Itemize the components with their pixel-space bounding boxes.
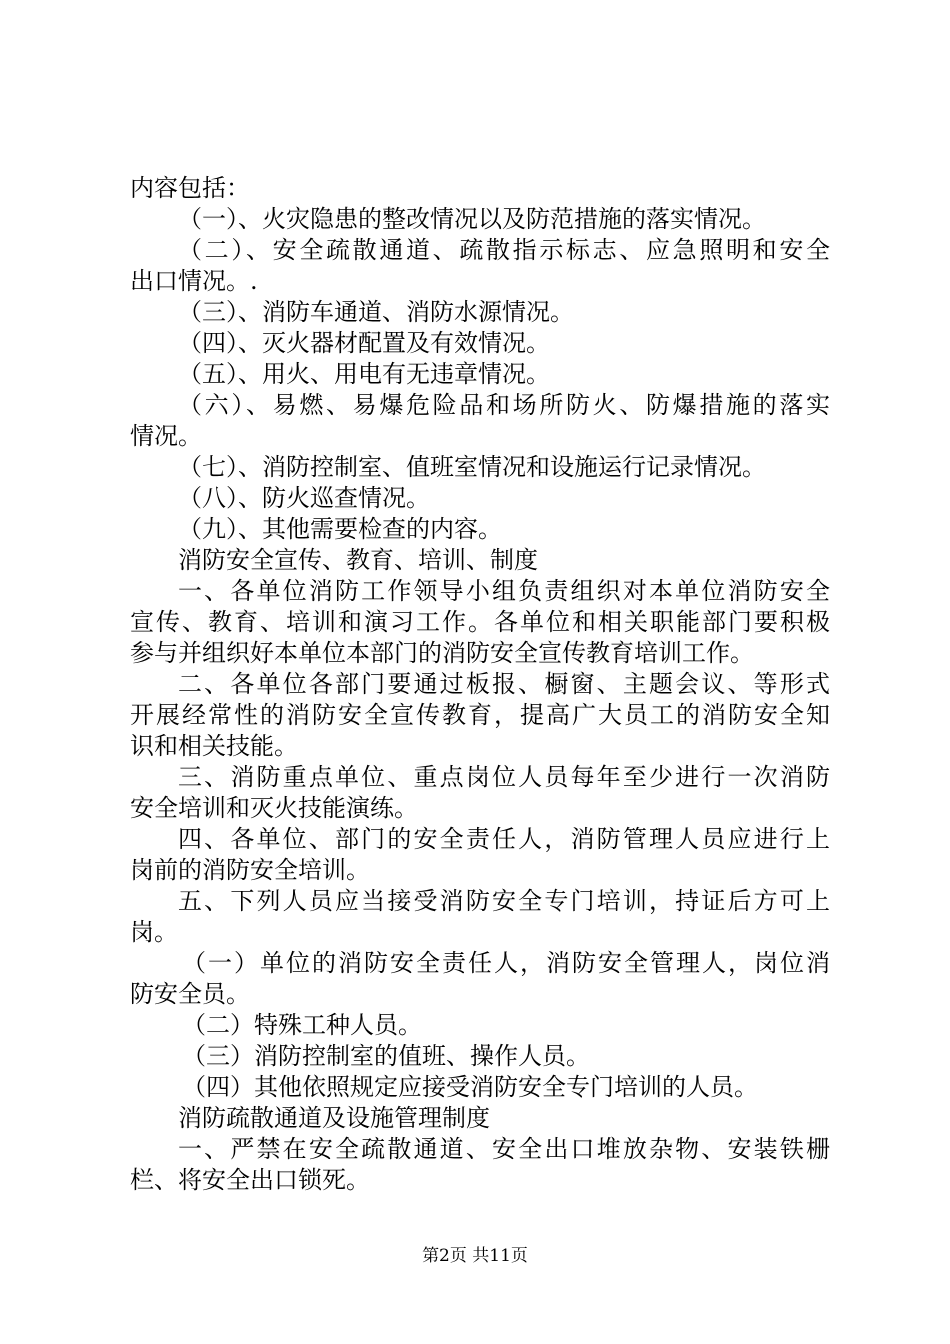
text-line: （九）、其他需要检查的内容。	[178, 515, 502, 543]
section-heading: 消防疏散通道及设施管理制度	[178, 1104, 490, 1132]
text-line: 安全培训和灭火技能演练。	[130, 794, 418, 822]
text-line: （二）、安全疏散通道、疏散指示标志、应急照明和安全	[178, 236, 830, 264]
text-line: 开展经常性的消防安全宣传教育，提高广大员工的消防安全知	[130, 701, 830, 729]
text-line: 二、各单位各部门要通过板报、橱窗、主题会议、等形式	[178, 670, 830, 698]
text-line: （一）单位的消防安全责任人，消防安全管理人，岗位消	[182, 949, 830, 977]
text-line: （五）、用火、用电有无违章情况。	[178, 360, 550, 388]
text-line: （四）、灭火器材配置及有效情况。	[178, 329, 550, 357]
text-line: 岗。	[130, 918, 178, 946]
text-line: （三）、消防车通道、消防水源情况。	[178, 298, 574, 326]
text-line: 栏、将安全出口锁死。	[130, 1166, 370, 1194]
text-line: 出口情况。.	[130, 267, 258, 295]
text-line: 三、消防重点单位、重点岗位人员每年至少进行一次消防	[178, 763, 830, 791]
text-line: （八）、防火巡查情况。	[178, 484, 430, 512]
text-line: （三）消防控制室的值班、操作人员。	[182, 1042, 590, 1070]
document-body	[130, 173, 830, 1196]
text-line: 一、各单位消防工作领导小组负责组织对本单位消防安全	[178, 577, 830, 605]
text-line: （六）、易燃、易爆危险品和场所防火、防爆措施的落实	[178, 391, 830, 419]
text-line: （四）其他依照规定应接受消防安全专门培训的人员。	[182, 1073, 758, 1101]
text-line: 识和相关技能。	[130, 732, 298, 760]
text-line: 岗前的消防安全培训。	[130, 856, 370, 884]
text-line: 宣传、教育、培训和演习工作。各单位和相关职能部门要积极	[130, 608, 830, 636]
section-heading: 消防安全宣传、教育、培训、制度	[178, 546, 538, 574]
text-line: 四、各单位、部门的安全责任人，消防管理人员应进行上	[178, 825, 830, 853]
text-line: （二）特殊工种人员。	[182, 1011, 422, 1039]
text-line: 一、严禁在安全疏散通道、安全出口堆放杂物、安装铁栅	[178, 1135, 830, 1163]
text-line: 情况。	[130, 422, 202, 450]
text-line: 五、下列人员应当接受消防安全专门培训，持证后方可上	[178, 887, 830, 915]
text-line: （一）、火灾隐患的整改情况以及防范措施的落实情况。	[178, 205, 766, 233]
page-number-footer: 第2页 共11页	[422, 1246, 528, 1266]
text-line: 内容包括：	[130, 174, 250, 202]
text-line: 防安全员。	[130, 980, 250, 1008]
text-line: （七）、消防控制室、值班室情况和设施运行记录情况。	[178, 453, 766, 481]
text-line: 参与并组织好本单位本部门的消防安全宣传教育培训工作。	[130, 639, 754, 667]
